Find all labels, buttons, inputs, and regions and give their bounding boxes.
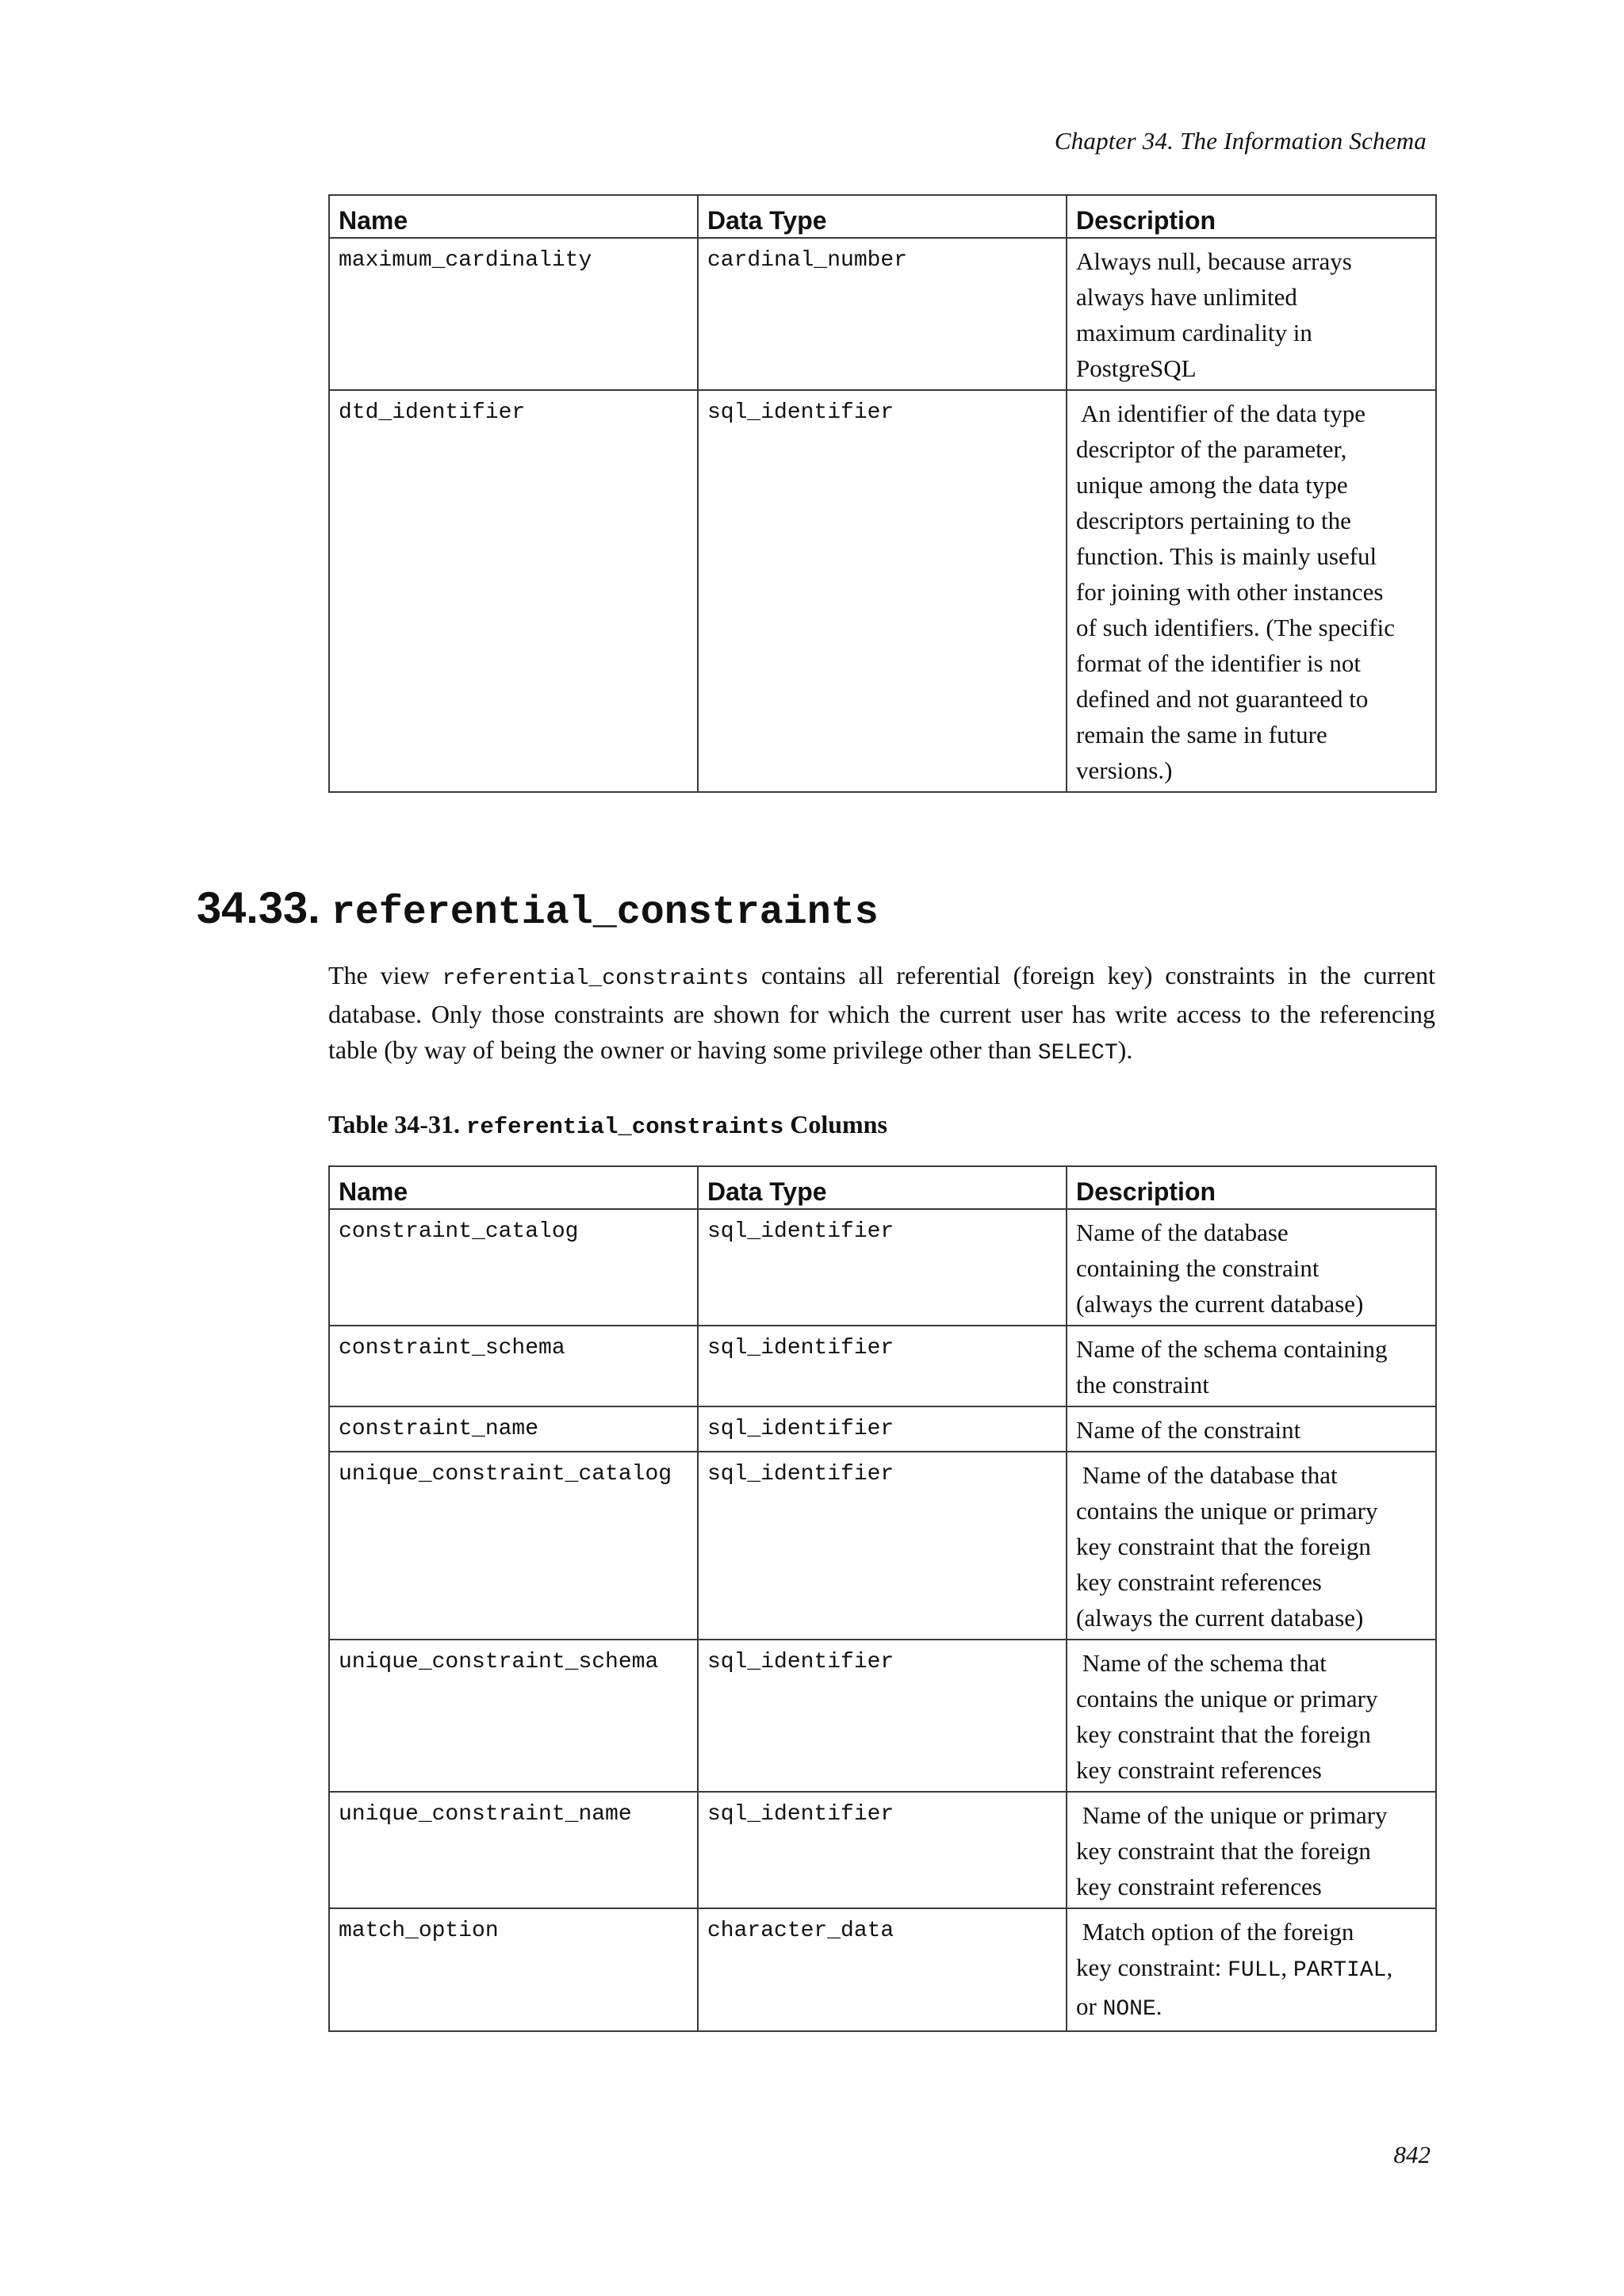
cell-data-type: sql_identifier xyxy=(698,1792,1067,1908)
column-header-name: Name xyxy=(329,1166,698,1209)
table-caption xyxy=(328,1107,887,1145)
description-text: , xyxy=(1386,1954,1393,1981)
cell-description xyxy=(1067,1406,1436,1452)
cell-data-type: sql_identifier xyxy=(698,1209,1067,1326)
table-row xyxy=(329,238,1436,390)
cell-name: unique_constraint_catalog xyxy=(329,1452,698,1640)
description-line: Name of the schema that xyxy=(1076,1649,1327,1677)
section-intro-paragraph xyxy=(328,958,1435,1071)
column-header-data-type: Data Type xyxy=(698,1166,1067,1209)
section-title: referential_constraints xyxy=(331,890,879,936)
referential-constraints-columns-table xyxy=(328,1165,1437,2032)
description-line: key constraint that the foreign xyxy=(1076,1533,1371,1560)
cell-data-type: cardinal_number xyxy=(698,238,1067,390)
cell-data-type: sql_identifier xyxy=(698,1326,1067,1406)
description-line: format of the identifier is not xyxy=(1076,649,1361,677)
description-line: descriptor of the parameter, xyxy=(1076,435,1347,463)
column-header-name: Name xyxy=(329,195,698,238)
description-line: maximum cardinality in xyxy=(1076,319,1312,346)
description-line: of such identifiers. (The specific xyxy=(1076,614,1395,641)
caption-code: referential_constraints xyxy=(465,1114,784,1140)
cell-data-type: sql_identifier xyxy=(698,390,1067,792)
description-line: remain the same in future xyxy=(1076,721,1327,748)
description-line: Always null, because arrays xyxy=(1076,247,1352,275)
cell-data-type: sql_identifier xyxy=(698,1452,1067,1640)
description-line: containing the constraint xyxy=(1076,1254,1320,1282)
intro-text: contains all referential (foreign key) constraints in the current database. Only those constraints are shown for which the current user has write access to the referencing table (by way of being the owner or having some privilege other than xyxy=(328,961,1436,1064)
cell-description xyxy=(1067,1326,1436,1406)
description-line: Name of the unique or primary xyxy=(1076,1801,1388,1829)
cell-description xyxy=(1067,1452,1436,1640)
code-full: FULL xyxy=(1228,1958,1281,1983)
column-header-description: Description xyxy=(1067,1166,1436,1209)
intro-code-select: SELECT xyxy=(1037,1041,1118,1066)
cell-description xyxy=(1067,1792,1436,1908)
section-number: 34.33. xyxy=(197,882,320,932)
description-text: key constraint: xyxy=(1076,1954,1228,1981)
table-header-row xyxy=(329,195,1436,238)
section-heading xyxy=(197,880,879,941)
description-line: Match option of the foreign xyxy=(1076,1918,1354,1946)
cell-name: constraint_catalog xyxy=(329,1209,698,1326)
cell-name: match_option xyxy=(329,1908,698,2031)
description-line: function. This is mainly useful xyxy=(1076,542,1377,570)
description-line: Name of the database xyxy=(1076,1219,1289,1246)
description-text: or xyxy=(1076,1992,1103,2020)
cell-description xyxy=(1067,238,1436,390)
cell-description xyxy=(1067,390,1436,792)
description-line: defined and not guaranteed to xyxy=(1076,685,1369,713)
description-line: Name of the schema containing xyxy=(1076,1335,1388,1363)
caption-prefix: Table 34-31. xyxy=(328,1110,466,1138)
cell-data-type: sql_identifier xyxy=(698,1406,1067,1452)
page-number: 842 xyxy=(1393,2141,1431,2168)
table-row xyxy=(329,1792,1436,1908)
table-row xyxy=(329,390,1436,792)
cell-name: constraint_schema xyxy=(329,1326,698,1406)
running-header: Chapter 34. The Information Schema xyxy=(1054,127,1427,155)
intro-text: ). xyxy=(1117,1035,1133,1064)
cell-data-type: sql_identifier xyxy=(698,1640,1067,1792)
description-line: unique among the data type xyxy=(1076,471,1348,499)
description-line: the constraint xyxy=(1076,1371,1209,1399)
description-line: always have unlimited xyxy=(1076,283,1297,311)
table-header-row xyxy=(329,1166,1436,1209)
code-partial: PARTIAL xyxy=(1293,1958,1387,1983)
description-text: . xyxy=(1155,1992,1162,2020)
table-row xyxy=(329,1406,1436,1452)
description-line: key constraint that the foreign xyxy=(1076,1720,1371,1748)
cell-name: constraint_name xyxy=(329,1406,698,1452)
description-line: descriptors pertaining to the xyxy=(1076,507,1351,534)
description-line: Name of the constraint xyxy=(1076,1416,1301,1444)
cell-name: maximum_cardinality xyxy=(329,238,698,390)
table-row xyxy=(329,1326,1436,1406)
cell-data-type: character_data xyxy=(698,1908,1067,2031)
description-line: key constraint references xyxy=(1076,1568,1322,1596)
intro-code-view-name: referential_constraints xyxy=(442,966,749,991)
description-line: key constraint references xyxy=(1076,1756,1322,1784)
description-line: key constraint that the foreign xyxy=(1076,1837,1371,1865)
code-none: NONE xyxy=(1102,1997,1156,2022)
cell-description xyxy=(1067,1209,1436,1326)
table-row xyxy=(329,1640,1436,1792)
cell-description xyxy=(1067,1640,1436,1792)
cell-name: dtd_identifier xyxy=(329,390,698,792)
table-row xyxy=(329,1908,1436,2031)
description-text: , xyxy=(1281,1954,1293,1981)
description-line: Name of the database that xyxy=(1076,1461,1338,1489)
description-line: An identifier of the data type xyxy=(1076,400,1365,427)
intro-text: The view xyxy=(328,961,442,989)
cell-name: unique_constraint_schema xyxy=(329,1640,698,1792)
description-line: contains the unique or primary xyxy=(1076,1685,1378,1712)
description-line: versions.) xyxy=(1076,756,1173,784)
cell-description xyxy=(1067,1908,1436,2031)
description-line: (always the current database) xyxy=(1076,1290,1364,1318)
description-line: (always the current database) xyxy=(1076,1604,1364,1632)
description-line: contains the unique or primary xyxy=(1076,1497,1378,1525)
table-row xyxy=(329,1209,1436,1326)
cell-name: unique_constraint_name xyxy=(329,1792,698,1908)
description-line: key constraint references xyxy=(1076,1873,1322,1900)
parameters-table-continued xyxy=(328,194,1437,793)
column-header-description: Description xyxy=(1067,195,1436,238)
description-line: PostgreSQL xyxy=(1076,354,1197,382)
caption-suffix: Columns xyxy=(783,1110,887,1138)
column-header-data-type: Data Type xyxy=(698,195,1067,238)
description-line: for joining with other instances xyxy=(1076,578,1384,606)
table-row xyxy=(329,1452,1436,1640)
